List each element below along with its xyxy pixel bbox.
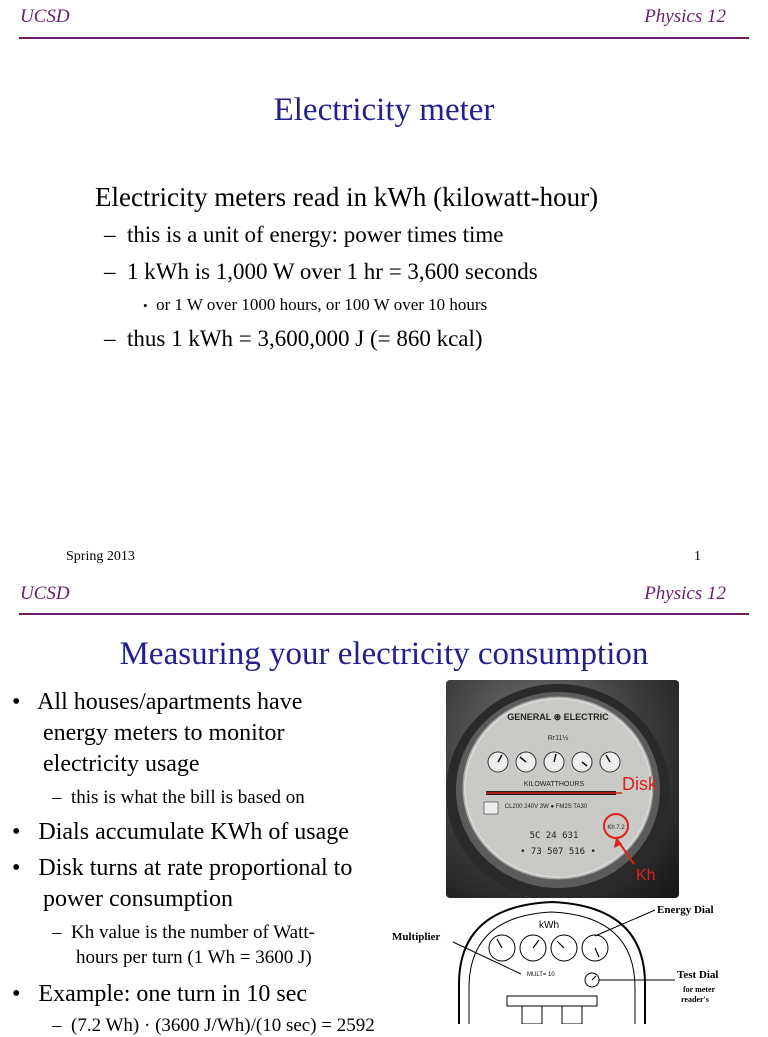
sub-point [52,1015,375,1037]
main-point: Electricity meters read in kWh (kilowatt-hour) [95,182,599,212]
bullet-continuation: electricity usage [43,751,200,777]
meter-spec: CL200 240V 3W ● FM2S TA30 [504,804,588,810]
bullet-continuation: energy meters to monitor [43,720,285,746]
bullet-item [12,819,349,846]
sub-point [52,922,315,944]
bullet-text: All houses/apartments have [37,689,303,715]
sub-sub-point-text: or 1 W over 1000 hours, or 100 W over 10 hours [156,295,488,314]
kh-value: Kh 7.2 [607,825,625,831]
header-rule [19,37,749,39]
sub-point [104,326,483,352]
energy-dial-label: Energy Dial [657,904,714,916]
sub-point-text: (7.2 Wh) · (3600 J/Wh)/(10 sec) = 2592 [71,1015,375,1036]
bullet-item [12,855,352,882]
sub-point [104,259,538,285]
header-left: UCSD [20,583,70,604]
disk-label: Disk [622,774,657,794]
kwh-label: kWh [539,920,559,931]
sub-point-text: Kh value is the number of Watt- [71,922,316,943]
sub-sub-point [143,295,487,315]
meter-photo-graphic [446,680,679,898]
bullet-item [12,689,302,716]
mult-text: MULT= 10 [527,972,555,978]
meter-dial-diagram [387,896,747,1024]
kh-label: Kh [636,867,656,884]
test-dial-label: Test Dial [677,969,719,981]
meter-brand: GENERAL ⊛ ELECTRIC [507,712,609,722]
header-right: Physics 12 [644,6,726,27]
dash: – [104,222,116,247]
sub-point-continuation: hours per turn (1 Wh = 3600 J) [76,947,312,968]
bullet: • [12,855,21,881]
bullet-text: Example: one turn in 10 sec [38,981,307,1007]
footer-date: Spring 2013 [66,549,135,564]
bullet: • [12,819,21,845]
bullet-text: Dials accumulate KWh of usage [38,819,349,845]
dash: – [52,1015,62,1036]
bullet: • [12,689,21,715]
bullet-text: Disk turns at rate proportional to [38,855,353,881]
sub-point [104,222,503,248]
slide-title: Electricity meter [273,92,495,128]
meter-photo [446,680,679,898]
header-rule [19,613,749,615]
meter-number: • 73 507 516 • [520,847,596,857]
sub-point-text: this is what the bill is based on [71,787,305,808]
slide-2 [0,576,768,1036]
meter-model: Rr11½ [547,735,569,742]
sub-point-text: thus 1 kWh = 3,600,000 J (= 860 kcal) [127,326,483,351]
bullet: • [143,298,148,313]
bullet-continuation: power consumption [43,886,233,912]
bullet: • [12,981,21,1007]
dash: – [52,787,62,808]
dash: – [104,326,116,351]
slide-title: Measuring your electricity consumption [119,636,649,672]
test-dial-note: for meter [683,985,716,994]
meter-serial: 5C 24 631 [529,831,579,841]
bullet-item [12,981,307,1008]
dash: – [52,922,62,943]
header-left: UCSD [20,6,70,27]
page-number: 1 [694,549,701,564]
kilowatthours-label: KILOWATTHOURS [523,781,585,788]
sub-point-text: 1 kWh is 1,000 W over 1 hr = 3,600 seconds [127,259,538,284]
dash: – [104,259,116,284]
header-right: Physics 12 [644,583,726,604]
multiplier-label: Multiplier [392,931,441,943]
test-dial-note: reader's [681,995,709,1004]
sub-point-text: this is a unit of energy: power times time [127,222,504,247]
sub-point [52,787,305,809]
